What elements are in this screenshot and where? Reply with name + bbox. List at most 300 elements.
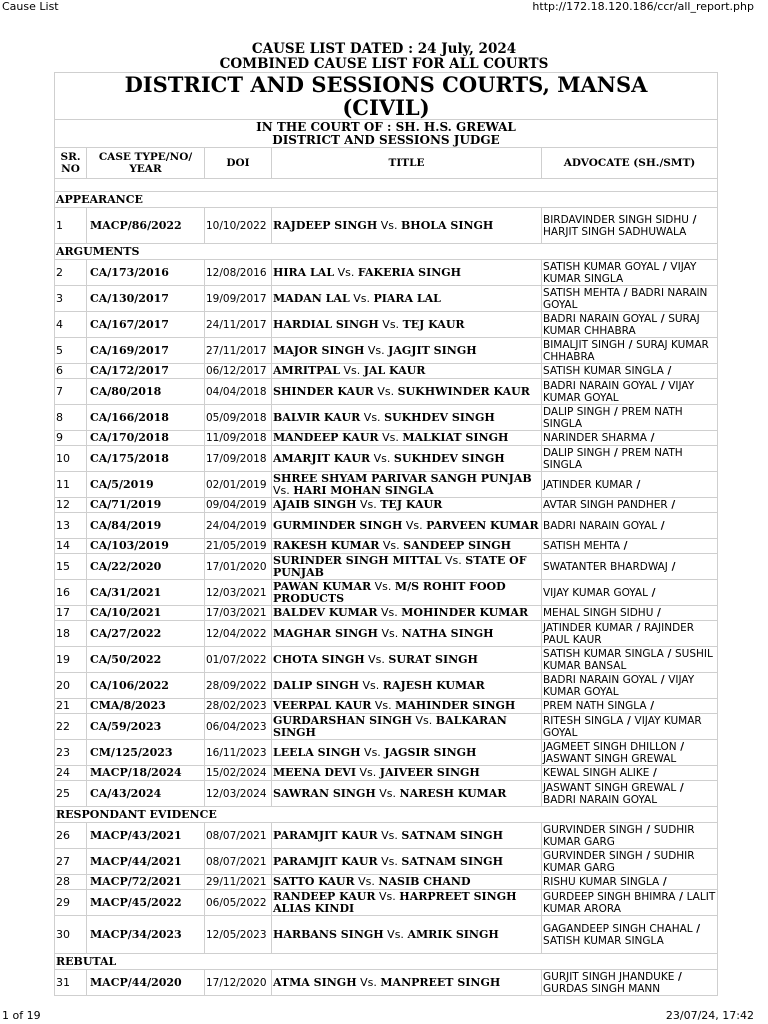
respondent-name: SATNAM SINGH — [401, 828, 503, 842]
advocate-separator: / — [659, 876, 667, 888]
petitioner-advocate: GAGANDEEP SINGH CHAHAL — [543, 922, 693, 935]
date-of-institution: 16/11/2023 — [205, 740, 272, 766]
date-of-institution: 24/11/2017 — [205, 312, 272, 338]
date-of-institution: 24/04/2019 — [205, 513, 272, 539]
case-row — [55, 647, 718, 673]
respondent-advocate: BADRI NARAIN GOYAL — [543, 286, 708, 311]
case-number: CA/80/2018 — [87, 379, 205, 405]
serial-number: 25 — [55, 781, 87, 807]
date-of-institution: 12/08/2016 — [205, 260, 272, 286]
page-header-title: Cause List — [2, 0, 59, 13]
advocate-separator: / — [663, 647, 675, 660]
case-title — [272, 714, 542, 740]
case-title — [272, 647, 542, 673]
respondent-name: NATHA SINGH — [401, 626, 494, 640]
advocates — [542, 673, 718, 699]
case-number: CA/103/2019 — [87, 539, 205, 554]
advocates — [542, 498, 718, 513]
advocate-separator: / — [663, 365, 672, 377]
advocates — [542, 446, 718, 472]
petitioner-name: RAJDEEP SINGH — [273, 218, 378, 232]
versus-label: Vs. — [382, 539, 400, 552]
advocates — [542, 286, 718, 312]
petitioner-advocate: JASWANT SINGH GREWAL — [543, 781, 677, 794]
case-number: MACP/72/2021 — [87, 875, 205, 890]
date-of-institution: 06/05/2022 — [205, 890, 272, 916]
case-row — [55, 606, 718, 621]
respondent-advocate: SURAJ KUMAR CHHABRA — [543, 338, 709, 363]
case-title — [272, 431, 542, 446]
respondent-advocate: RAJINDER PAUL KAUR — [543, 621, 695, 646]
advocate-separator: / — [659, 260, 671, 273]
advocates — [542, 472, 718, 498]
versus-label: Vs. — [374, 699, 392, 712]
petitioner-advocate: NARINDER SHARMA — [543, 432, 647, 444]
serial-number: 9 — [55, 431, 87, 446]
advocate-separator: / — [653, 607, 661, 619]
respondent-name: MAHINDER SINGH — [395, 699, 516, 712]
petitioner-name: DALIP SINGH — [273, 678, 359, 692]
case-row — [55, 699, 718, 714]
respondent-advocate: VIJAY KUMAR SINGLA — [543, 260, 697, 285]
respondent-advocate: VIJAY KUMAR GOYAL — [543, 379, 695, 404]
respondent-advocate: BADRI NARAIN GOYAL — [543, 793, 658, 806]
advocate-separator: / — [610, 405, 622, 418]
judge-name: IN THE COURT OF : SH. H.S. GREWAL DISTRICT AND SESSIONS JUDGE — [55, 120, 718, 148]
case-row — [55, 338, 718, 364]
case-number: CA/130/2017 — [87, 286, 205, 312]
serial-number: 15 — [55, 554, 87, 580]
advocate-separator: / — [676, 740, 685, 753]
versus-label: Vs. — [415, 713, 433, 727]
petitioner-advocate: BADRI NARAIN GOYAL — [543, 519, 658, 532]
petitioner-advocate: DALIP SINGH — [543, 405, 611, 418]
col-doi: DOI — [205, 148, 272, 179]
case-number: MACP/18/2024 — [87, 766, 205, 781]
case-row — [55, 823, 718, 849]
respondent-advocate: SUDHIR KUMAR GARG — [543, 823, 695, 848]
petitioner-advocate: SATISH MEHTA — [543, 286, 621, 299]
date-of-institution: 17/01/2020 — [205, 554, 272, 580]
respondent-advocate: VIJAY KUMAR GOYAL — [543, 714, 702, 739]
serial-number: 14 — [55, 539, 87, 554]
petitioner-advocate: BADRI NARAIN GOYAL — [543, 312, 658, 325]
case-number: MACP/45/2022 — [87, 890, 205, 916]
case-number: CA/22/2020 — [87, 554, 205, 580]
respondent-name: STATE OF PUNJAB — [273, 553, 527, 579]
respondent-advocate: HARJIT SINGH SADHUWALA — [543, 225, 687, 238]
case-number: CA/167/2017 — [87, 312, 205, 338]
versus-label: Vs. — [381, 626, 399, 640]
date-of-institution: 17/03/2021 — [205, 606, 272, 621]
petitioner-name: SHINDER KAUR — [273, 384, 374, 398]
case-title — [272, 338, 542, 364]
advocates — [542, 554, 718, 580]
respondent-advocate: SATISH KUMAR SINGLA — [543, 934, 664, 947]
petitioner-advocate: JATINDER KUMAR — [543, 621, 633, 634]
case-title — [272, 699, 542, 714]
case-title — [272, 472, 542, 498]
case-title — [272, 875, 542, 890]
date-of-institution: 05/09/2018 — [205, 405, 272, 431]
petitioner-advocate: SATISH KUMAR SINGLA — [543, 365, 664, 377]
case-title — [272, 606, 542, 621]
case-title — [272, 405, 542, 431]
versus-label: Vs. — [377, 384, 395, 398]
advocates — [542, 916, 718, 954]
case-row — [55, 379, 718, 405]
case-row — [55, 766, 718, 781]
petitioner-name: PARAMJIT KAUR — [273, 828, 378, 842]
case-title — [272, 970, 542, 996]
page-number: 1 of 19 — [2, 1009, 41, 1022]
case-row — [55, 208, 718, 244]
case-number: CA/175/2018 — [87, 446, 205, 472]
case-number: CMA/8/2023 — [87, 699, 205, 714]
case-row — [55, 405, 718, 431]
petitioner-name: MANDEEP KAUR — [273, 431, 379, 444]
case-number: MACP/34/2023 — [87, 916, 205, 954]
date-of-institution: 29/11/2021 — [205, 875, 272, 890]
petitioner-advocate: RISHU KUMAR SINGLA — [543, 876, 660, 888]
case-title — [272, 208, 542, 244]
versus-label: Vs. — [273, 483, 290, 497]
versus-label: Vs. — [382, 317, 400, 331]
cause-list-heading — [0, 42, 768, 72]
petitioner-name: MADAN LAL — [273, 291, 350, 305]
date-of-institution: 19/09/2017 — [205, 286, 272, 312]
serial-number: 22 — [55, 714, 87, 740]
column-header-row — [55, 148, 718, 179]
petitioner-name: SATTO KAUR — [273, 875, 355, 888]
page-header — [0, 0, 768, 14]
advocates — [542, 890, 718, 916]
case-row — [55, 849, 718, 875]
advocates — [542, 766, 718, 781]
versus-label: Vs. — [364, 745, 381, 759]
advocates — [542, 260, 718, 286]
petitioner-name: MAJOR SINGH — [273, 343, 365, 357]
petitioner-advocate: DALIP SINGH — [543, 446, 611, 459]
case-title — [272, 673, 542, 699]
serial-number: 2 — [55, 260, 87, 286]
versus-label: Vs. — [337, 265, 355, 279]
date-of-institution: 12/04/2022 — [205, 621, 272, 647]
case-number: CA/59/2023 — [87, 714, 205, 740]
section-header-row — [55, 954, 718, 970]
case-row — [55, 260, 718, 286]
case-title — [272, 513, 542, 539]
petitioner-advocate: VIJAY KUMAR GOYAL — [543, 586, 648, 599]
petitioner-advocate: GURJIT SINGH JHANDUKE — [543, 970, 675, 983]
case-number: CA/169/2017 — [87, 338, 205, 364]
case-number: CA/106/2022 — [87, 673, 205, 699]
advocate-separator: / — [667, 499, 676, 511]
serial-number: 11 — [55, 472, 87, 498]
case-title — [272, 446, 542, 472]
petitioner-name: SURINDER SINGH MITTAL — [273, 553, 442, 567]
case-number: CA/43/2024 — [87, 781, 205, 807]
date-of-institution: 21/05/2019 — [205, 539, 272, 554]
serial-number: 28 — [55, 875, 87, 890]
advocates — [542, 580, 718, 606]
respondent-name: FAKERIA SINGH — [357, 265, 462, 279]
advocates — [542, 364, 718, 379]
respondent-name: AMRIK SINGH — [407, 927, 499, 941]
advocate-separator: / — [625, 338, 637, 351]
versus-label: Vs. — [387, 927, 404, 941]
advocates — [542, 312, 718, 338]
petitioner-name: AMARJIT KAUR — [273, 451, 371, 465]
versus-label: Vs. — [360, 975, 377, 989]
versus-label: Vs. — [381, 828, 398, 842]
section-title: RESPONDANT EVIDENCE — [55, 807, 718, 823]
petitioner-advocate: SATISH MEHTA — [543, 540, 621, 552]
advocate-separator: / — [642, 849, 654, 862]
case-title — [272, 286, 542, 312]
serial-number: 31 — [55, 970, 87, 996]
case-row — [55, 781, 718, 807]
advocate-separator: / — [646, 700, 655, 712]
petitioner-advocate: GURVINDER SINGH — [543, 849, 643, 862]
versus-label: Vs. — [362, 678, 380, 692]
versus-label: Vs. — [359, 766, 377, 779]
respondent-name: TEJ KAUR — [402, 317, 465, 331]
case-number: CA/166/2018 — [87, 405, 205, 431]
date-of-institution: 08/07/2021 — [205, 849, 272, 875]
serial-number: 23 — [55, 740, 87, 766]
respondent-name: JAL KAUR — [363, 364, 426, 377]
court-name: DISTRICT AND SESSIONS COURTS, MANSA (CIVIL) — [55, 73, 718, 120]
respondent-name: SUKHWINDER KAUR — [397, 384, 530, 398]
case-row — [55, 673, 718, 699]
serial-number: 30 — [55, 916, 87, 954]
petitioner-name: PAWAN KUMAR — [273, 579, 372, 593]
col-title: TITLE — [272, 148, 542, 179]
petitioner-advocate: GURVINDER SINGH — [543, 823, 643, 836]
petitioner-name: BALVIR KAUR — [273, 410, 361, 424]
petitioner-name: AJAIB SINGH — [273, 498, 357, 511]
advocates — [542, 740, 718, 766]
versus-label: Vs. — [368, 652, 385, 666]
serial-number: 29 — [55, 890, 87, 916]
advocates — [542, 338, 718, 364]
section-title: ARGUMENTS — [55, 244, 718, 260]
advocates — [542, 647, 718, 673]
advocate-separator: / — [632, 621, 644, 634]
page-header-url[interactable]: http://172.18.120.186/ccr/all_report.php — [532, 0, 754, 13]
petitioner-advocate: RITESH SINGLA — [543, 714, 624, 727]
case-number: MACP/44/2020 — [87, 970, 205, 996]
petitioner-name: SAWRAN SINGH — [273, 786, 376, 800]
petitioner-advocate: PREM NATH SINGLA — [543, 700, 647, 712]
petitioner-advocate: BADRI NARAIN GOYAL — [543, 673, 658, 686]
respondent-advocate: SUSHIL KUMAR BANSAL — [543, 647, 713, 672]
case-title — [272, 621, 542, 647]
petitioner-advocate: MEHAL SINGH SIDHU — [543, 607, 654, 619]
cause-list-table — [54, 72, 718, 996]
petitioner-name: PARAMJIT KAUR — [273, 854, 378, 868]
date-of-institution: 02/01/2019 — [205, 472, 272, 498]
respondent-name: JAGJIT SINGH — [388, 343, 477, 357]
case-row — [55, 472, 718, 498]
case-row — [55, 890, 718, 916]
petitioner-name: RANDEEP KAUR — [273, 889, 376, 903]
versus-label: Vs. — [380, 606, 398, 619]
case-row — [55, 970, 718, 996]
petitioner-name: RAKESH KUMAR — [273, 539, 380, 552]
case-title — [272, 498, 542, 513]
case-number: CA/5/2019 — [87, 472, 205, 498]
versus-label: Vs. — [353, 291, 370, 305]
advocates — [542, 539, 718, 554]
date-of-institution: 27/11/2017 — [205, 338, 272, 364]
respondent-name: BALKARAN SINGH — [273, 713, 507, 739]
petitioner-name: GURDARSHAN SINGH — [273, 713, 413, 727]
case-number: CM/125/2023 — [87, 740, 205, 766]
date-of-institution: 15/02/2024 — [205, 766, 272, 781]
petitioner-advocate: JATINDER KUMAR — [543, 478, 633, 491]
advocate-separator: / — [657, 519, 665, 532]
advocates — [542, 208, 718, 244]
advocates — [542, 875, 718, 890]
petitioner-name: CHOTA SINGH — [273, 652, 365, 666]
respondent-advocate: SUDHIR KUMAR GARG — [543, 849, 695, 874]
spacer-row — [55, 179, 718, 192]
case-number: CA/50/2022 — [87, 647, 205, 673]
col-advocate: ADVOCATE (SH./SMT) — [542, 148, 718, 179]
serial-number: 20 — [55, 673, 87, 699]
respondent-advocate: VIJAY KUMAR GOYAL — [543, 673, 695, 698]
petitioner-advocate: BIMALJIT SINGH — [543, 338, 625, 351]
case-row — [55, 554, 718, 580]
versus-label: Vs. — [405, 518, 423, 532]
case-row — [55, 312, 718, 338]
date-of-institution: 28/09/2022 — [205, 673, 272, 699]
petitioner-name: BALDEV KUMAR — [273, 606, 378, 619]
respondent-name: MALKIAT SINGH — [402, 431, 509, 444]
advocates — [542, 714, 718, 740]
section-title: APPEARANCE — [55, 192, 718, 208]
advocate-separator: / — [649, 767, 657, 779]
case-row — [55, 431, 718, 446]
respondent-name: SANDEEP SINGH — [403, 539, 512, 552]
petitioner-name: MEENA DEVI — [273, 766, 356, 779]
respondent-name: HARI MOHAN SINGLA — [293, 483, 434, 497]
case-row — [55, 740, 718, 766]
respondent-advocate: JASWANT SINGH GREWAL — [543, 752, 677, 765]
petitioner-advocate: BIRDAVINDER SINGH SIDHU — [543, 213, 689, 226]
advocates — [542, 606, 718, 621]
serial-number: 19 — [55, 647, 87, 673]
petitioner-advocate: SATISH KUMAR SINGLA — [543, 647, 664, 660]
petitioner-name: GURMINDER SINGH — [273, 518, 403, 532]
respondent-advocate: SURAJ KUMAR CHHABRA — [543, 312, 700, 337]
petitioner-advocate: JAGMEET SINGH DHILLON — [543, 740, 677, 753]
date-of-institution: 17/09/2018 — [205, 446, 272, 472]
advocates — [542, 781, 718, 807]
serial-number: 3 — [55, 286, 87, 312]
case-row — [55, 446, 718, 472]
case-number: CA/84/2019 — [87, 513, 205, 539]
case-number: MACP/43/2021 — [87, 823, 205, 849]
versus-label: Vs. — [373, 451, 391, 465]
respondent-name: MOHINDER KUMAR — [401, 606, 529, 619]
petitioner-name: MAGHAR SINGH — [273, 626, 378, 640]
petitioner-advocate: AVTAR SINGH PANDHER — [543, 499, 668, 511]
versus-label: Vs. — [445, 553, 462, 567]
versus-label: Vs. — [358, 875, 375, 888]
respondent-name: MANPREET SINGH — [380, 975, 501, 989]
petitioner-name: AMRITPAL — [273, 364, 340, 377]
case-row — [55, 286, 718, 312]
advocates — [542, 849, 718, 875]
versus-label: Vs. — [359, 498, 377, 511]
advocate-separator: / — [632, 478, 641, 491]
case-title — [272, 740, 542, 766]
serial-number: 7 — [55, 379, 87, 405]
serial-number: 16 — [55, 580, 87, 606]
date-of-institution: 12/03/2021 — [205, 580, 272, 606]
case-title — [272, 364, 542, 379]
petitioner-name: VEERPAL KAUR — [273, 699, 372, 712]
case-row — [55, 539, 718, 554]
date-of-institution: 06/12/2017 — [205, 364, 272, 379]
case-title — [272, 890, 542, 916]
case-number: CA/173/2016 — [87, 260, 205, 286]
versus-label: Vs. — [374, 579, 392, 593]
advocates — [542, 431, 718, 446]
advocate-separator: / — [646, 432, 655, 444]
advocate-separator: / — [620, 540, 628, 552]
advocate-separator: / — [675, 890, 687, 903]
case-title — [272, 916, 542, 954]
date-of-institution: 04/04/2018 — [205, 379, 272, 405]
case-row — [55, 498, 718, 513]
advocate-separator: / — [657, 312, 669, 325]
case-row — [55, 364, 718, 379]
serial-number: 18 — [55, 621, 87, 647]
case-number: CA/71/2019 — [87, 498, 205, 513]
case-number: CA/27/2022 — [87, 621, 205, 647]
versus-label: Vs. — [381, 854, 398, 868]
serial-number: 5 — [55, 338, 87, 364]
advocate-separator: / — [657, 673, 669, 686]
date-of-institution: 01/07/2022 — [205, 647, 272, 673]
respondent-name: SUKHDEV SINGH — [384, 410, 495, 424]
serial-number: 26 — [55, 823, 87, 849]
respondent-name: JAGSIR SINGH — [384, 745, 477, 759]
advocate-separator: / — [623, 714, 635, 727]
date-of-institution: 09/04/2019 — [205, 498, 272, 513]
date-of-institution: 10/10/2022 — [205, 208, 272, 244]
advocates — [542, 621, 718, 647]
petitioner-name: HARDIAL SINGH — [273, 317, 379, 331]
respondent-name: NASIB CHAND — [378, 875, 471, 888]
respondent-name: SURAT SINGH — [388, 652, 478, 666]
cause-list-date: CAUSE LIST DATED : 24 July, 2024 — [251, 41, 517, 57]
respondent-name: RAJESH KUMAR — [382, 678, 485, 692]
case-number: MACP/44/2021 — [87, 849, 205, 875]
respondent-name: M/S ROHIT FOOD PRODUCTS — [273, 579, 506, 605]
section-header-row — [55, 244, 718, 260]
petitioner-name: HARBANS SINGH — [273, 927, 384, 941]
date-of-institution: 12/03/2024 — [205, 781, 272, 807]
serial-number: 1 — [55, 208, 87, 244]
advocate-separator: / — [676, 781, 684, 794]
case-title — [272, 312, 542, 338]
case-title — [272, 554, 542, 580]
